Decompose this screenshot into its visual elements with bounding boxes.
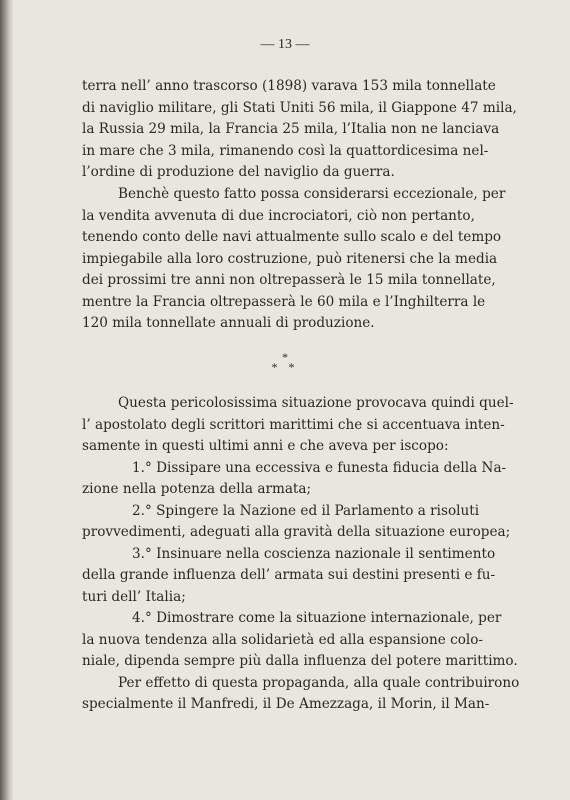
paragraph-2 (82, 184, 506, 335)
paragraph-1 (82, 76, 517, 184)
text-line: la vendita avvenuta di due incrociatori, ciò non pertanto, (82, 207, 475, 224)
text-line: tenendo conto delle navi attualmente sullo scalo e del tempo (82, 229, 502, 245)
text-line: mentre la Francia oltrepasserà le 60 mila e l’Inghilterra le (82, 293, 486, 310)
text-line: impiegabile alla loro costruzione, può ritenersi che la media (82, 250, 498, 267)
asterism-top: * (282, 350, 288, 364)
text-line: terra nell’ anno trascorso (1898) varava 153 mila tonnellate (82, 78, 496, 94)
page-number: — 13 — (260, 37, 310, 52)
text-line: di naviglio militare, gli Stati Uniti 56 mila, il Giappone 47 mila, (82, 99, 517, 116)
list-item-1-line: 1.° Dissipare una eccessiva e funesta fiducia della Na- (132, 459, 507, 476)
list-item-4-line: la nuova tendenza alla solidarietà ed alla espansione colo- (82, 631, 484, 648)
paragraph-3 (82, 393, 520, 716)
text-line: Questa pericolosissima situazione provocava quindi quel- (118, 395, 514, 411)
list-item-2-line: provvedimenti, adeguati alla gravità della situazione europea; (82, 524, 511, 540)
page-edge-shadow (0, 0, 14, 800)
text-line: in mare che 3 mila, rimanendo così la quattordicesima nel- (82, 142, 489, 159)
text-line: 120 mila tonnellate annuali di produzione. (82, 315, 375, 331)
asterism-separator (0, 352, 570, 372)
list-item-3-line: della grande influenza dell’ armata sui destini presenti e fu- (82, 567, 496, 583)
list-item-1-line: zione nella potenza della armata; (82, 481, 312, 497)
text-line: Benchè questo fatto possa considerarsi eccezionale, per (118, 186, 506, 202)
text-line: specialmente il Manfredi, il De Amezzaga, il Morin, il Man- (82, 696, 490, 712)
text-line: l’ordine di produzione del naviglio da guerra. (82, 164, 395, 180)
list-item-3-line: 3.° Insinuare nella coscienza nazionale il sentimento (132, 545, 496, 562)
text-line: samente in questi ultimi anni e che aveva per iscopo: (82, 438, 449, 454)
list-item-3-line: turi dell’ Italia; (82, 588, 186, 605)
text-line: dei prossimi tre anni non oltrepasserà le 15 mila tonnellate, (82, 272, 496, 288)
list-item-2-line: 2.° Spingere la Nazione ed il Parlamento a risoluti (132, 502, 480, 519)
asterism-bottom: * * (271, 360, 299, 374)
list-item-4-line: niale, dipenda sempre più dalla influenza del potere marittimo. (82, 653, 518, 669)
text-line: Per effetto di questa propaganda, alla quale contribuirono (118, 674, 520, 691)
text-line: l’ apostolato degli scrittori marittimi che si accentuava inten- (82, 416, 505, 433)
list-item-4-line: 4.° Dimostrare come la situazione internazionale, per (132, 610, 502, 626)
text-line: la Russia 29 mila, la Francia 25 mila, l’Italia non ne lanciava (82, 121, 500, 137)
